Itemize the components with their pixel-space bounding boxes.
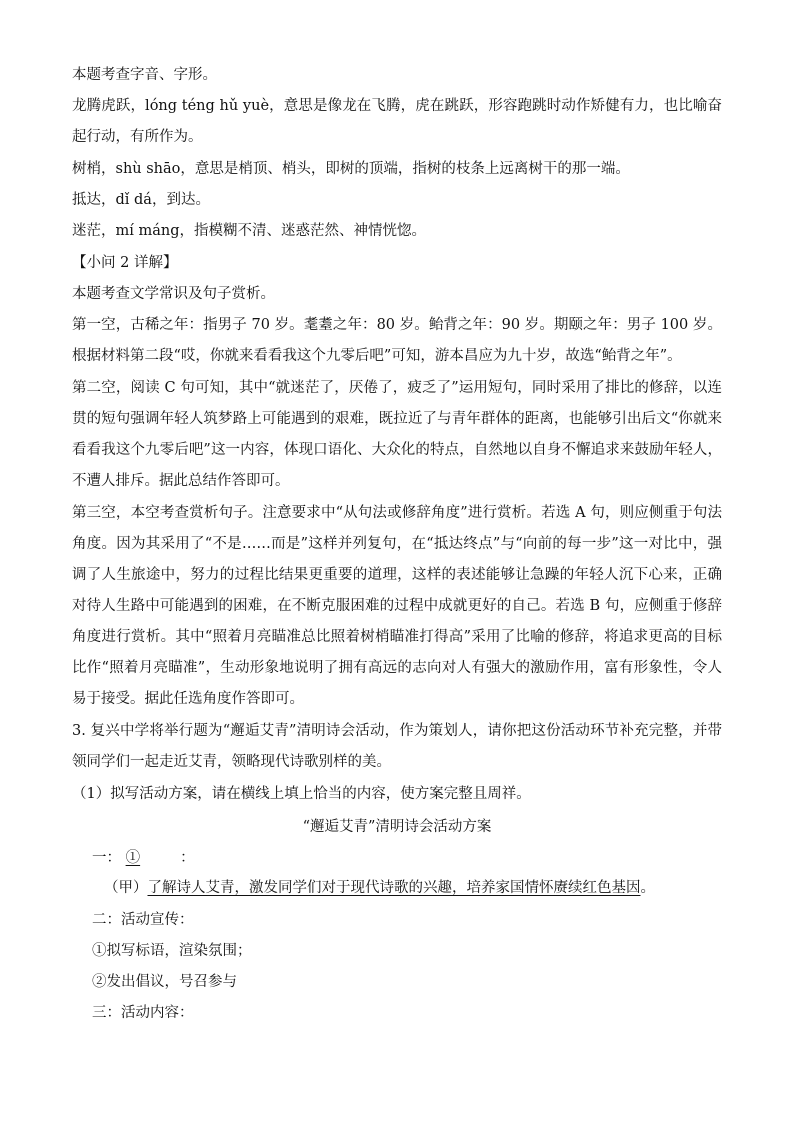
paragraph-section-intro: 本题考查文学常识及句子赏析。 xyxy=(72,286,275,302)
item1-suffix: ： xyxy=(180,850,195,866)
paragraph-shushao: 树梢，shù shāo，意思是梢顶、梢头，即树的顶端，指树的枝条上远离树干的那一端。 xyxy=(72,161,630,177)
paragraph-longteng: 龙腾虎跃，lóng téng hǔ yuè，意思是像龙在飞腾，虎在跳跃，形容跑跳时动作矫健有力，也比喻奋起行动，有所作为。 xyxy=(72,98,722,145)
paragraph-dida: 抵达，dǐ dá，到达。 xyxy=(72,192,210,208)
paragraph-mimang: 迷茫，mí máng，指模糊不清、迷惑茫然、神情恍惚。 xyxy=(72,223,427,239)
item1-blank[interactable]: ① xyxy=(125,850,141,866)
plan-item-2b: ②发出倡议，号召参与 xyxy=(92,974,237,990)
section-heading: 【小问 2 详解】 xyxy=(72,255,178,271)
plan-item-3: 三：活动内容： xyxy=(92,1005,194,1021)
plan-item-1-detail xyxy=(104,873,754,904)
question-stem: 3. 复兴中学将举行题为“邂逅艾青”清明诗会活动，作为策划人，请你把这份活动环节补充完整，并带领同学们一起走近艾青，领略现代诗歌别样的美。 xyxy=(72,723,722,770)
item1-detail-prefix: （甲） xyxy=(104,880,148,896)
paragraph-intro: 本题考查字音、字形。 xyxy=(72,67,217,83)
sub-question-1: （1）拟写活动方案，请在横线上填上恰当的内容，使方案完整且周祥。 xyxy=(72,786,531,802)
plan-title: “邂逅艾青”清明诗会活动方案 xyxy=(302,819,492,835)
item1-prefix: 一： xyxy=(92,850,121,866)
plan-item-2a: ①拟写标语，渲染氛围； xyxy=(92,943,252,959)
plan-item-1 xyxy=(92,843,742,874)
item1-detail: 了解诗人艾青，激发同学们对于现代诗歌的兴趣，培养家国情怀赓续红色基因 xyxy=(147,880,641,896)
plan-item-2: 二：活动宣传： xyxy=(92,912,194,928)
paragraph-blank3: 第三空，本空考查赏析句子。注意要求中“从句法或修辞角度”进行赏析。若选 A 句，则应侧重于句法角度。因为其采用了“不是……而是”这样并列复句，在“抵达终点”与“向前的每一步”这一对比中，强调了人生旅途中，努力的过程比结果更重要的道理，这样的表述能够让急躁的年轻人沉下心来，正确对待人生路中可能遇到的困难，在不断克服困难的过程中成就更好的自己。若选 B 句，应侧重于修辞角度进行赏析。其中“照着月亮瞄准总比照着树梢瞄准打得高”采用了比喻的修辞，将追求更高的目标比作“照着月亮瞄准”，生动形象地说明了拥有高远的志向对人有强大的激励作用，富有形象性，令人易于接受。据此任选角度作答即可。 xyxy=(72,505,722,707)
paragraph-blank1: 第一空，古稀之年：指男子 70 岁。耄耋之年：80 岁。鲐背之年：90 岁。期颐之年：男子 100 岁。根据材料第二段“哎，你就来看看我这个九零后吧”可知，游本昌应为九十岁，故选“鲐背之年”。 xyxy=(72,317,722,364)
item1-detail-end: 。 xyxy=(640,880,655,896)
paragraph-blank2: 第二空，阅读 C 句可知，其中“就迷茫了，厌倦了，疲乏了”运用短句，同时采用了排比的修辞，以连贯的短句强调年轻人筑梦路上可能遇到的艰难，既拉近了与青年群体的距离，也能够引出后文“你就来看看我这个九零后吧”这一内容，体现口语化、大众化的特点，自然地以自身不懈追求来鼓励年轻人，不遭人排斥。据此总结作答即可。 xyxy=(72,380,722,489)
